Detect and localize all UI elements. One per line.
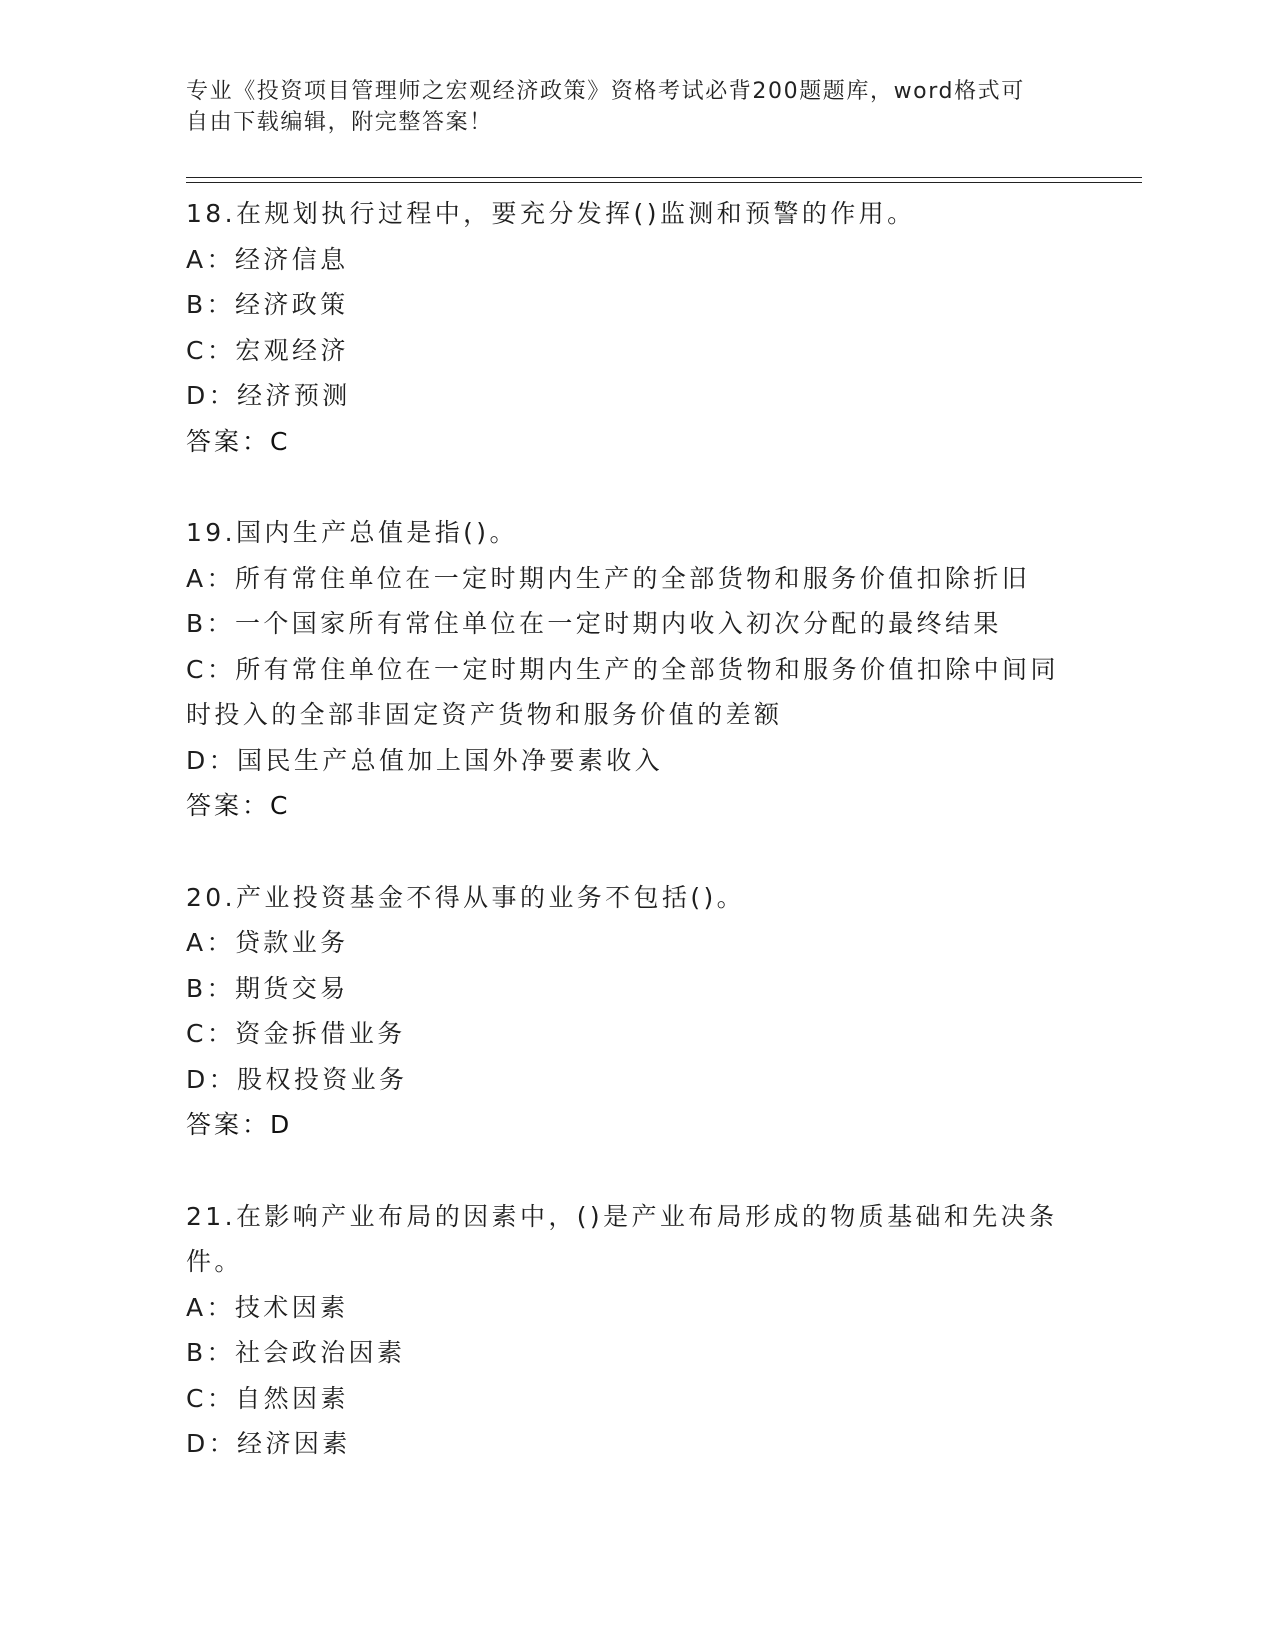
answer-line <box>186 783 1086 829</box>
option-b: B：社会政治因素 <box>186 1338 406 1367</box>
option-b: B：一个国家所有常住单位在一定时期内收入初次分配的最终结果 <box>186 609 1002 638</box>
question-18 <box>186 191 1086 464</box>
question-list <box>186 191 1086 1513</box>
answer-label: 答案： <box>186 426 271 456</box>
answer-line <box>186 419 1086 465</box>
option-c: C：宏观经济 <box>186 335 349 365</box>
question-20 <box>186 875 1086 1148</box>
option-b: B：期货交易 <box>186 973 349 1003</box>
option-c: C：资金拆借业务 <box>186 1019 406 1048</box>
option-b: B：经济政策 <box>186 290 349 319</box>
option-d: D：经济预测 <box>186 381 351 410</box>
question-21 <box>186 1194 1086 1467</box>
option-c-continued: 时投入的全部非固定资产货物和服务价值的差额 <box>186 700 783 729</box>
option-d: D：经济因素 <box>186 1429 351 1458</box>
answer-value: C <box>270 426 290 456</box>
option-a: A：贷款业务 <box>186 928 349 957</box>
document-header <box>186 76 1066 138</box>
header-line-1: 专业《投资项目管理师之宏观经济政策》资格考试必背200题题库，word格式可 <box>186 79 1025 104</box>
question-stem: 18.在规划执行过程中，要充分发挥()监测和预警的作用。 <box>186 199 916 228</box>
answer-label: 答案： <box>186 1110 271 1139</box>
answer-value: C <box>270 791 290 820</box>
question-stem: 19.国内生产总值是指()。 <box>186 518 518 547</box>
option-c: C：所有常住单位在一定时期内生产的全部货物和服务价值扣除中间同 <box>186 654 1059 684</box>
option-a: A：技术因素 <box>186 1292 349 1322</box>
answer-label: 答案： <box>186 791 271 820</box>
question-19 <box>186 510 1086 829</box>
answer-value: D <box>270 1110 292 1139</box>
question-stem-continued: 件。 <box>186 1247 243 1276</box>
option-c: C：自然因素 <box>186 1383 349 1413</box>
option-a: A：经济信息 <box>186 244 349 274</box>
header-line-2: 自由下载编辑，附完整答案！ <box>186 110 493 135</box>
header-divider-bottom <box>186 182 1142 183</box>
header-divider-top <box>186 177 1142 178</box>
answer-line <box>186 1102 1086 1148</box>
option-a: A：所有常住单位在一定时期内生产的全部货物和服务价值扣除折旧 <box>186 563 1031 593</box>
question-stem: 21.在影响产业布局的因素中，()是产业布局形成的物质基础和先决条 <box>186 1201 1058 1231</box>
option-d: D：股权投资业务 <box>186 1064 408 1094</box>
option-d: D：国民生产总值加上国外净要素收入 <box>186 745 664 775</box>
question-stem: 20.产业投资基金不得从事的业务不包括()。 <box>186 882 746 912</box>
